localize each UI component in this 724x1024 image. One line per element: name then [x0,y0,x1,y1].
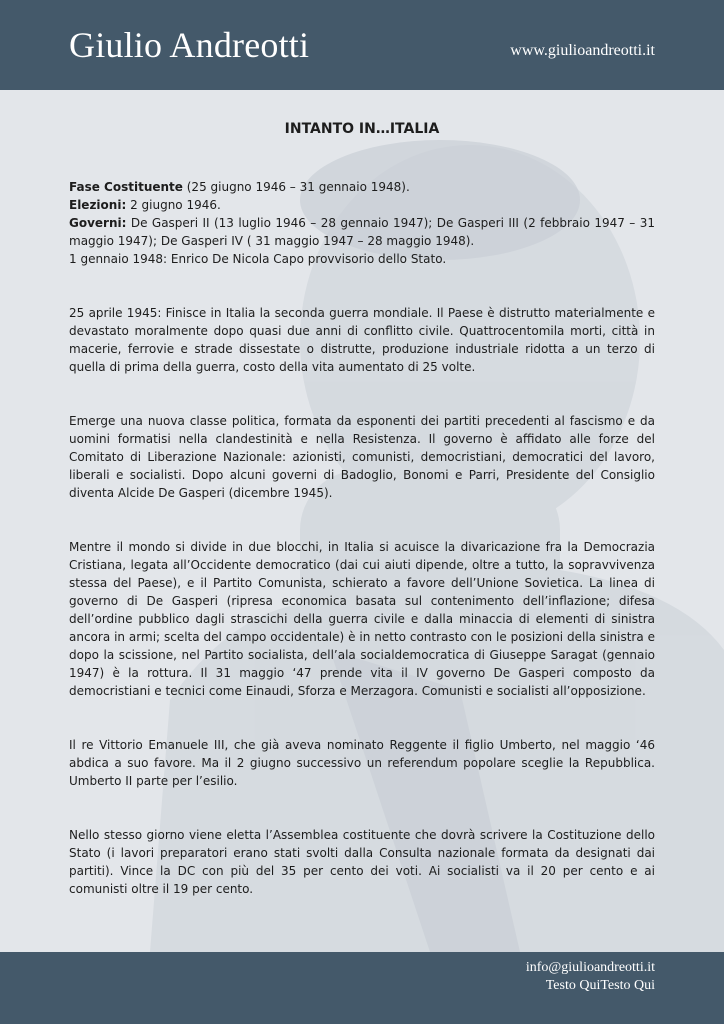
governi-label: Governi: [69,216,127,230]
elezioni-text: 2 giugno 1946. [126,198,221,212]
fase-line [69,178,655,196]
elezioni-label: Elezioni: [69,198,127,212]
paragraph: 25 aprile 1945: Finisce in Italia la seconda guerra mondiale. Il Paese è distrutto materialmente e devastato moralmente dopo quasi due anni di conflitto civile. Quattrocentomila morti, città in macerie, ferrovie e strade dissestate o distrutte, produzione industriale ridotta a un terzo di quella di prima della guerra, costo della vita aumentato di 25 volte. [69,306,655,374]
footer-email-link[interactable]: info@giulioandreotti.it [525,960,655,975]
page-footer [0,952,724,1024]
header-website-link[interactable]: www.giulioandreotti.it [510,42,655,59]
page-header [0,0,724,90]
footer-note: Testo QuiTesto Qui [545,978,655,993]
paragraph: Nello stesso giorno viene eletta l’Assemblea costituente che dovrà scrivere la Costituzione dello Stato (i lavori preparatori erano stati svolti dalla Consulta nazionale formata da designati dai partiti). Vince la DC con più del 35 per cento dei voti. Ai socialisti va il 20 per cento e ai comunisti oltre il 19 per cento. [69,828,655,896]
governi-line [69,214,655,250]
fase-text: (25 giugno 1946 – 31 gennaio 1948). [182,180,410,194]
fase-label: Fase Costituente [69,180,183,194]
page-title: INTANTO IN…ITALIA [284,121,440,137]
elezioni-line [69,196,655,214]
paragraph: Emerge una nuova classe politica, formata da esponenti dei partiti precedenti al fascismo e da uomini formatisi nella clandestinità e nella Resistenza. Il governo è affidato alle forze del Comitato di Liberazione Nazionale: azionisti, comunisti, democristiani, democratici del lavoro, liberali e socialisti. Dopo alcuni governi di Badoglio, Bonomi e Parri, Presidente del Consiglio diventa Alcide De Gasperi (dicembre 1945). [69,414,655,500]
governi-text: De Gasperi II (13 luglio 1946 – 28 gennaio 1947); De Gasperi III (2 febbraio 1947 – 31 maggio 1947); De Gasperi IV ( 31 maggio 1947 – 28 maggio 1948). [69,216,655,248]
article-content [69,120,655,898]
header-title: Giulio Andreotti [69,25,310,65]
paragraph: Il re Vittorio Emanuele III, che già aveva nominato Reggente il figlio Umberto, nel maggio ‘46 abdica a suo favore. Ma il 2 giugno successivo un referendum popolare sceglie la Repubblica. Umberto II parte per l’esilio. [69,738,655,788]
capo-line: 1 gennaio 1948: Enrico De Nicola Capo provvisorio dello Stato. [69,252,447,266]
paragraph: Mentre il mondo si divide in due blocchi, in Italia si acuisce la divaricazione fra la Democrazia Cristiana, legata all’Occidente democratico (dai cui aiuti dipende, oltre a tutto, la sopravvivenza stessa del Paese), e il Partito Comunista, schierato a favore dell’Unione Sovietica. La linea di governo di De Gasperi (ripresa economica basata sul contenimento dell’inflazione; difesa dell’ordine pubblico dagli strascichi della guerra civile e dalla minaccia di elementi di sinistra ancora in armi; scelta del campo occidentale) è in netto contrasto con le posizioni della sinistra e dopo la scissione, nel Partito socialista, dell’ala socialdemocratica di Giuseppe Saragat (gennaio 1947) è la rottura. Il 31 maggio ‘47 prende vita il IV governo De Gasperi composto da democristiani e tecnici come Einaudi, Sforza e Merzagora. Comunisti e socialisti all’opposizione. [69,540,655,698]
facts-block [69,178,655,268]
